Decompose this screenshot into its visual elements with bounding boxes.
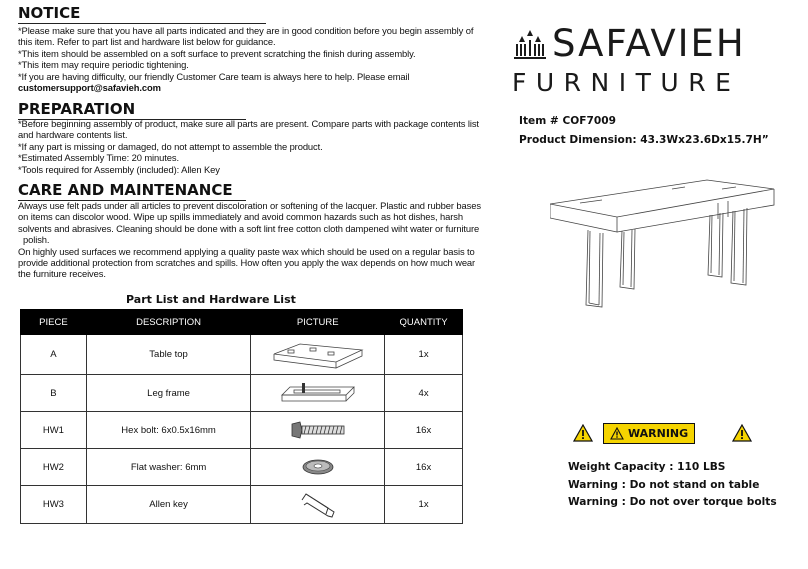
hex-bolt-icon (288, 420, 348, 440)
safavieh-logo (508, 22, 788, 102)
coffee-table-drawing (550, 175, 786, 310)
table-row (21, 486, 463, 524)
care-line: On highly used surfaces we recommend applying a quality paste wax which should be used on a regular basis to (18, 245, 475, 257)
picture-cell (251, 335, 385, 375)
warning-triangle-icon (573, 424, 593, 442)
description-cell: Flat washer: 6mm (86, 449, 251, 486)
care-line: on items can discolor wood. Wipe up spills immediately and avoid common hazards such as hot dishes, harsh (18, 211, 463, 223)
piece-cell: B (21, 375, 87, 412)
customer-support-email[interactable]: customersupport@safavieh.com (18, 82, 161, 94)
table-row (21, 449, 463, 486)
picture-cell (251, 375, 385, 412)
leg-frame-icon (280, 381, 356, 405)
care-line: provide additional protection from scratches and spills. How often you apply the wax depends on how much wear (18, 257, 476, 269)
care-line: the furniture receives. (18, 268, 106, 280)
description-cell: Hex bolt: 6x0.5x16mm (86, 412, 251, 449)
care-line: Always use felt pads under all articles to prevent discoloration or softening of the lacquer. Plastic and rubber bases (18, 200, 481, 211)
table-row (21, 375, 463, 412)
quantity-cell: 1x (385, 486, 463, 524)
care-line: polish. (18, 234, 50, 246)
preparation-title: PREPARATION (18, 101, 246, 120)
logo-emblem-icon (512, 28, 548, 62)
description-cell: Table top (86, 335, 251, 375)
notice-line: *Please make sure that you have all parts indicated and they are in good condition before you begin assembly of (18, 25, 474, 36)
warning-no-over-torque: Warning : Do not over torque bolts (568, 496, 777, 508)
quantity-cell: 16x (385, 449, 463, 486)
preparation-text (18, 118, 479, 175)
quantity-cell: 4x (385, 375, 463, 412)
notice-title: NOTICE (18, 5, 266, 24)
description-cell: Allen key (86, 486, 251, 524)
warning-triangle-icon (610, 427, 624, 440)
table-header-row (21, 310, 463, 335)
table-top-icon (270, 340, 366, 370)
table-row (21, 335, 463, 375)
quantity-cell: 1x (385, 335, 463, 375)
picture-cell (251, 486, 385, 524)
preparation-line: *If any part is missing or damaged, do not attempt to assemble the product. (18, 140, 323, 152)
brand-subtitle: FURNITURE (512, 68, 741, 97)
piece-cell: HW2 (21, 449, 87, 486)
parts-table-title: Part List and Hardware List (126, 293, 296, 306)
product-dimension: Product Dimension: 43.3Wx23.6Dx15.7H” (519, 134, 769, 146)
warning-no-stand: Warning : Do not stand on table (568, 478, 760, 491)
notice-line: *If you are having difficulty, our friendly Customer Care team is always here to help. Please email (18, 70, 410, 82)
warning-notes (568, 459, 777, 512)
warning-badge (603, 423, 695, 444)
description-cell: Leg frame (86, 375, 251, 412)
picture-cell (251, 449, 385, 486)
piece-cell: A (21, 335, 87, 375)
table-row (21, 412, 463, 449)
brand-name: SAFAVIEH (552, 22, 746, 65)
header-picture: PICTURE (251, 310, 385, 335)
picture-cell (251, 412, 385, 449)
warning-triangle-icon (732, 424, 752, 442)
weight-capacity: Weight Capacity : 110 LBS (568, 461, 726, 473)
header-description: DESCRIPTION (86, 310, 251, 335)
notice-line: *This item may require periodic tightening. (18, 59, 189, 71)
preparation-line: *Before beginning assembly of product, make sure all parts are present. Compare parts with package contents list (18, 118, 479, 129)
preparation-line: *Tools required for Assembly (included): Allen Key (18, 163, 220, 175)
item-number: Item # COF7009 (519, 115, 616, 127)
notice-text (18, 25, 473, 93)
allen-key-icon (298, 490, 338, 520)
parts-table (20, 309, 463, 524)
care-text (18, 200, 481, 280)
notice-line: this item. Refer to part list and hardware list below for guidance. (18, 36, 276, 48)
preparation-line: and hardware contents list. (18, 129, 128, 141)
header-piece: PIECE (21, 310, 87, 335)
notice-line: *This item should be assembled on a soft surface to prevent scratching the finish during assembly. (18, 47, 416, 59)
piece-cell: HW3 (21, 486, 87, 524)
care-line: solvents and abrasives. Cleaning should be done with a soft lint free cotton cloth dampened wiht water or furniture (18, 222, 480, 234)
flat-washer-icon (300, 457, 336, 477)
piece-cell: HW1 (21, 412, 87, 449)
warning-label: WARNING (628, 427, 689, 440)
care-title: CARE AND MAINTENANCE (18, 182, 246, 201)
header-quantity: QUANTITY (385, 310, 463, 335)
preparation-line: *Estimated Assembly Time: 20 minutes. (18, 152, 179, 164)
item-info (519, 112, 769, 150)
quantity-cell: 16x (385, 412, 463, 449)
